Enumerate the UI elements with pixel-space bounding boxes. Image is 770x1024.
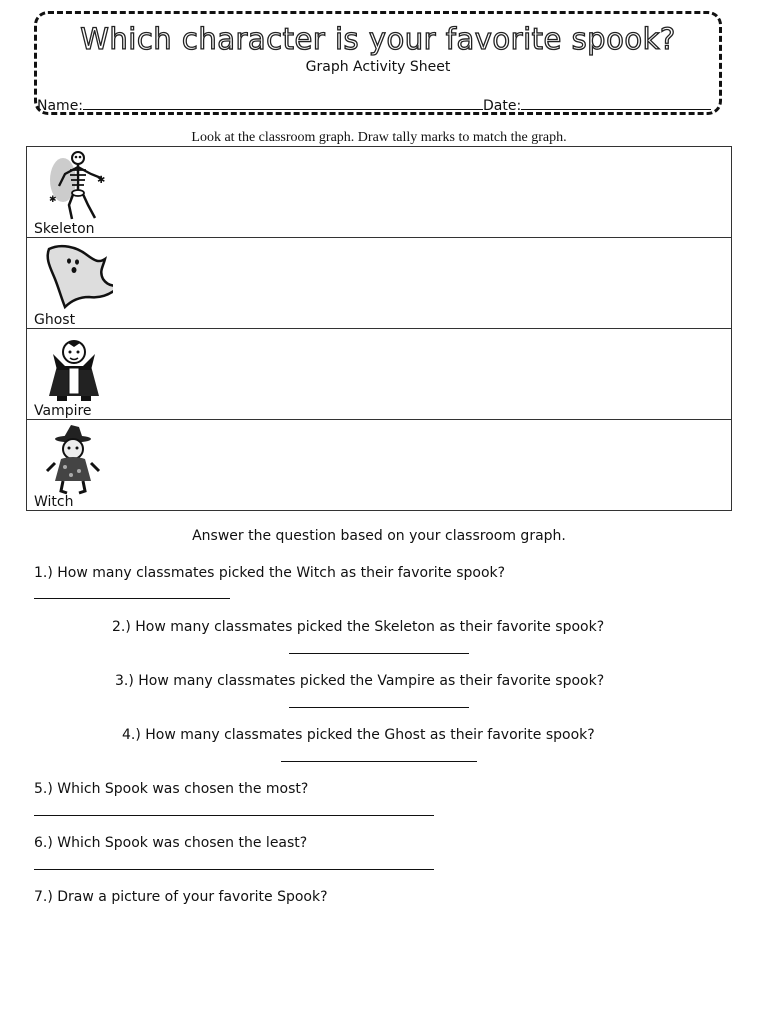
name-label: Name: <box>37 98 84 114</box>
svg-text:✱: ✱ <box>97 175 106 186</box>
tally-graph-table <box>26 146 732 511</box>
ghost-icon <box>43 241 113 313</box>
vampire-icon <box>43 332 113 404</box>
question-7: 7.) Draw a picture of your favorite Spook? <box>34 889 328 905</box>
instructions: Look at the classroom graph. Draw tally marks to match the graph. <box>191 130 567 145</box>
character-label-skeleton: Skeleton <box>34 221 95 237</box>
page-subtitle: Graph Activity Sheet <box>305 59 451 75</box>
character-label-vampire: Vampire <box>34 403 92 419</box>
table-row <box>27 147 732 238</box>
question-6: 6.) Which Spook was chosen the least? <box>34 835 308 851</box>
answer-line-5[interactable] <box>34 815 434 816</box>
character-label-witch: Witch <box>34 494 74 510</box>
name-field[interactable] <box>83 95 483 110</box>
skeleton-icon <box>43 150 113 222</box>
question-3: 3.) How many classmates picked the Vampire as their favorite spook? <box>115 673 605 689</box>
questions-heading: Answer the question based on your classroom graph. <box>192 528 566 544</box>
date-label: Date: <box>483 98 522 114</box>
answer-line-1[interactable] <box>34 598 230 599</box>
drawing-area[interactable] <box>34 912 734 1012</box>
answer-line-3[interactable] <box>289 707 469 708</box>
answer-line-4[interactable] <box>281 761 477 762</box>
witch-icon <box>43 423 113 495</box>
answer-line-6[interactable] <box>34 869 434 870</box>
answer-line-2[interactable] <box>289 653 469 654</box>
table-row <box>27 238 732 329</box>
tally-cell-ghost[interactable] <box>27 238 732 329</box>
header-box <box>34 11 722 115</box>
date-field[interactable] <box>521 95 711 110</box>
tally-cell-vampire[interactable] <box>27 329 732 420</box>
tally-cell-skeleton[interactable] <box>27 147 732 238</box>
table-row <box>27 420 732 511</box>
tally-cell-witch[interactable] <box>27 420 732 511</box>
question-4: 4.) How many classmates picked the Ghost as their favorite spook? <box>122 727 595 743</box>
name-date-row <box>37 95 711 114</box>
page-title: Which character is your favorite spook? <box>80 22 676 56</box>
svg-text:✱: ✱ <box>49 195 57 205</box>
table-row <box>27 329 732 420</box>
question-5: 5.) Which Spook was chosen the most? <box>34 781 309 797</box>
question-1: 1.) How many classmates picked the Witch as their favorite spook? <box>34 565 506 581</box>
character-label-ghost: Ghost <box>34 312 76 328</box>
question-2: 2.) How many classmates picked the Skeleton as their favorite spook? <box>112 619 605 635</box>
